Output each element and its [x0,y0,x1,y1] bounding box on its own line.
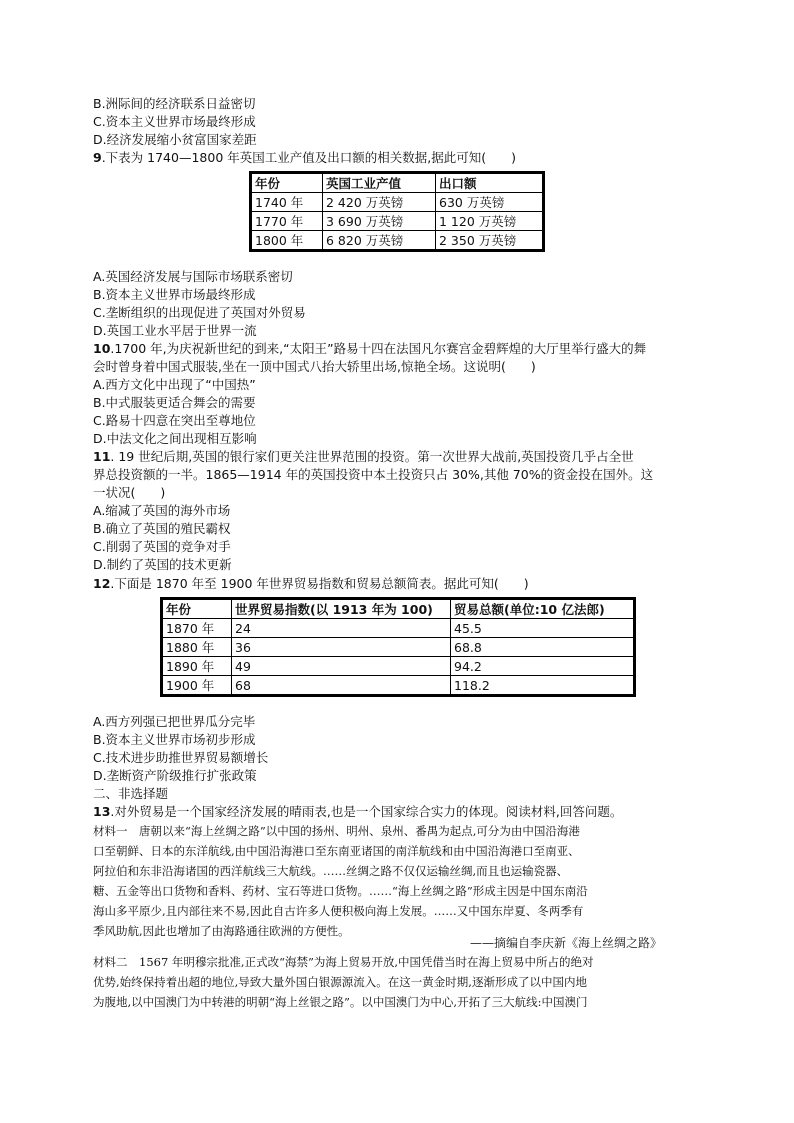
q9-table [249,171,545,252]
q12-option-a: A.西方列强已把世界瓜分完毕 [93,714,256,729]
table-cell: 3 690 万英镑 [323,212,436,231]
table-cell: 630 万英镑 [436,193,544,212]
q12-table [160,597,636,697]
table-cell: 94.2 [451,657,635,676]
q12-stem [93,575,529,593]
q10-stem-line: .1700 年,为庆祝新世纪的到来,“太阳王”路易十四在法国凡尔赛宫金碧辉煌的大厅里举行盛大的舞 [110,341,647,356]
q8-option-c: C.资本主义世界市场最终形成 [93,114,256,129]
q10-option-d: D.中法文化之间出现相互影响 [93,431,257,446]
q11-stem-line: . 19 世纪后期,英国的银行家们更关注世界范围的投资。第一次世界大战前,英国投资几乎占全世 [110,449,634,464]
material-1-line: 阿拉伯和东非沿海诸国的西洋航线三大航线。……丝绸之路不仅仅运输丝绸,而且也运输瓷器、 [93,864,569,878]
table-row [162,676,635,696]
table-cell: 1880 年 [162,638,232,657]
q12-option-c: C.技术进步助推世界贸易额增长 [93,750,269,765]
table-cell: 49 [232,657,451,676]
table-header-cell: 贸易总额(单位:10 亿法郎) [451,599,635,619]
q9-stem-text: .下表为 1740—1800 年英国工业产值及出口额的相关数据,据此可知( ) [101,150,516,165]
material-2-line: 为腹地,以中国澳门为中转港的明朝“海上丝银之路”。以中国澳门为中心,开拓了三大航线:中国澳门 [93,995,588,1009]
q10-option-a: A.西方文化中出现了“中国热” [93,377,256,392]
material-1-line: 糖、五金等出口货物和香料、药材、宝石等进口货物。……“海上丝绸之路”形成主因是中国东南沿 [93,884,588,898]
q11-stem [93,448,634,466]
material-2-line: 材料二 1567 年明穆宗批准,正式改“海禁”为海上贸易开放,中国凭借当时在海上贸易中所占的绝对 [93,955,594,969]
q12-option-d: D.垄断资产阶级推行扩张政策 [93,768,257,783]
table-cell: 1900 年 [162,676,232,696]
material-1-source: ——摘编自李庆新《海上丝绸之路》 [470,936,663,950]
q12-stem-text: .下面是 1870 年至 1900 年世界贸易指数和贸易总额简表。据此可知( ) [110,576,529,591]
q11-option-b: B.确立了英国的殖民霸权 [93,521,231,536]
q10-option-c: C.路易十四意在突出至尊地位 [93,413,256,428]
q9-option-c: C.垄断组织的出现促进了英国对外贸易 [93,305,306,320]
q8-option-d: D.经济发展缩小贫富国家差距 [93,132,257,147]
q11-number: 11 [93,449,111,464]
table-cell: 118.2 [451,676,635,696]
table-row [162,619,635,638]
q11-option-c: C.削弱了英国的竞争对手 [93,539,231,554]
material-1-line: 海山多平原少,且内部往来不易,因此自古许多人便积极向海上发展。……又中国东岸夏、冬两季有 [93,904,584,918]
q10-number: 10 [93,341,111,356]
q9-number: 9 [93,150,102,165]
material-2-line: 优势,始终保持着出超的地位,导致大量外国白银源源流入。在这一黄金时期,逐渐形成了以中国内地 [93,975,587,989]
table-row [162,657,635,676]
table-row [162,638,635,657]
table-cell: 2 420 万英镑 [323,193,436,212]
q13-stem [93,803,622,821]
material-1-line: 口至朝鲜、日本的东洋航线,由中国沿海港口至东南亚诸国的南洋航线和由中国沿海港口至南亚、 [93,844,580,858]
table-cell: 68.8 [451,638,635,657]
q12-number: 12 [93,576,111,591]
table-cell: 1740 年 [251,193,323,212]
q11-stem-line: 一状况( ) [93,485,166,500]
q13-number: 13 [93,804,111,819]
section-heading: 二、非选择题 [93,786,169,801]
table-row [251,193,544,212]
q10-stem [93,340,646,358]
q9-stem [93,149,516,167]
q11-option-a: A.缩减了英国的海外市场 [93,503,231,518]
table-header-cell: 英国工业产值 [323,173,436,193]
q11-option-d: D.制约了英国的技术更新 [93,557,232,572]
q11-stem-line: 界总投资额的一半。1865—1914 年的英国投资中本土投资只占 30%,其他 70%的资金投在国外。这 [93,467,654,482]
table-header-cell: 出口额 [436,173,544,193]
q13-stem-text: .对外贸易是一个国家经济发展的晴雨表,也是一个国家综合实力的体现。阅读材料,回答问题。 [110,804,623,819]
table-header-cell: 年份 [251,173,323,193]
table-header-row [162,599,635,619]
q9-option-b: B.资本主义世界市场最终形成 [93,287,256,302]
table-cell: 45.5 [451,619,635,638]
table-row [251,212,544,231]
table-row [251,231,544,251]
material-1-line: 材料一 唐朝以来“海上丝绸之路”以中国的扬州、明州、泉州、番禺为起点,可分为由中国沿海港 [93,824,580,838]
q9-option-a: A.英国经济发展与国际市场联系密切 [93,269,293,284]
q12-option-b: B.资本主义世界市场初步形成 [93,732,256,747]
table-cell: 1 120 万英镑 [436,212,544,231]
q10-option-b: B.中式服装更适合舞会的需要 [93,395,256,410]
table-header-cell: 世界贸易指数(以 1913 年为 100) [232,599,451,619]
table-header-row [251,173,544,193]
q9-option-d: D.英国工业水平居于世界一流 [93,323,257,338]
table-cell: 1870 年 [162,619,232,638]
table-cell: 2 350 万英镑 [436,231,544,251]
q10-stem-line: 会时曾身着中国式服装,坐在一顶中国式八抬大轿里出场,惊艳全场。这说明( ) [93,359,536,374]
table-header-cell: 年份 [162,599,232,619]
material-1-line: 季风助航,因此也增加了由海路通往欧洲的方便性。 [93,924,350,938]
table-cell: 1890 年 [162,657,232,676]
table-cell: 6 820 万英镑 [323,231,436,251]
table-cell: 1770 年 [251,212,323,231]
table-cell: 24 [232,619,451,638]
table-cell: 1800 年 [251,231,323,251]
q8-option-b: B.洲际间的经济联系日益密切 [93,96,256,111]
table-cell: 36 [232,638,451,657]
table-cell: 68 [232,676,451,696]
